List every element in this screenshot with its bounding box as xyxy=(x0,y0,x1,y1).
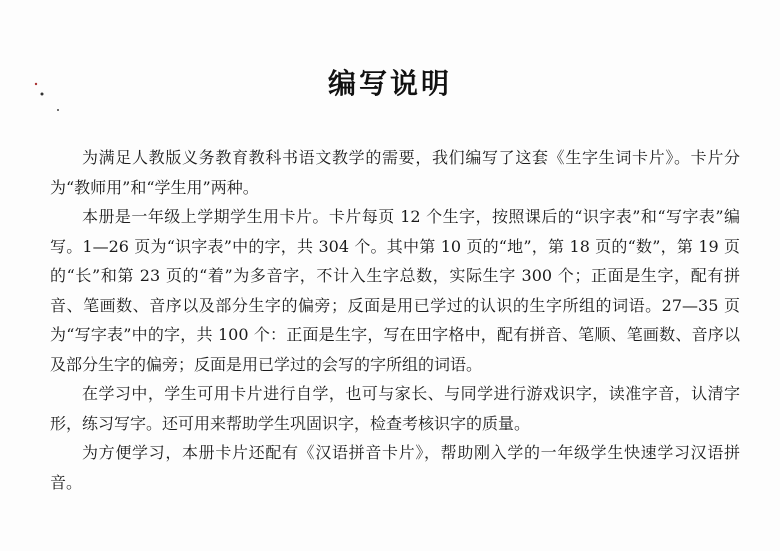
paragraph-3: 在学习中，学生可用卡片进行自学，也可与家长、与同学进行游戏识字，读准字音，认清字形，练习写字。还可用来帮助学生巩固识字，检查考核识字的质量。 xyxy=(50,384,740,433)
page-title: 编写说明 xyxy=(327,67,452,100)
paragraph-2: 本册是一年级上学期学生用卡片。卡片每页 12 个生字，按照课后的“识字表”和“写字表”编写。1—26 页为“识字表”中的字，共 304 个。其中第 10 页的“地”，第 18 页的“数”，第 19 页的“长”和第 23 页的“着”为多音字，不计入生字总数，实际生字 300 个；正面是生字，配有拼音、笔画数、音序以及部分生字的偏旁；反面是用已学过的认识的生字所组的词语。27—35 页为“写字表”中的字，共 100 个：正面是生字，写在田字格中，配有拼音、笔顺、笔画数、音序以及部分生字的偏旁；反面是用已学过的会写的字所组的词语。 xyxy=(50,207,740,374)
body-text xyxy=(50,143,740,497)
paragraph-4: 为方便学习，本册卡片还配有《汉语拼音卡片》，帮助刚入学的一年级学生快速学习汉语拼音。 xyxy=(50,443,740,492)
paragraph-1: 为满足人教版义务教育教科书语文教学的需要，我们编写了这套《生字生词卡片》。卡片分为“教师用”和“学生用”两种。 xyxy=(50,148,740,197)
